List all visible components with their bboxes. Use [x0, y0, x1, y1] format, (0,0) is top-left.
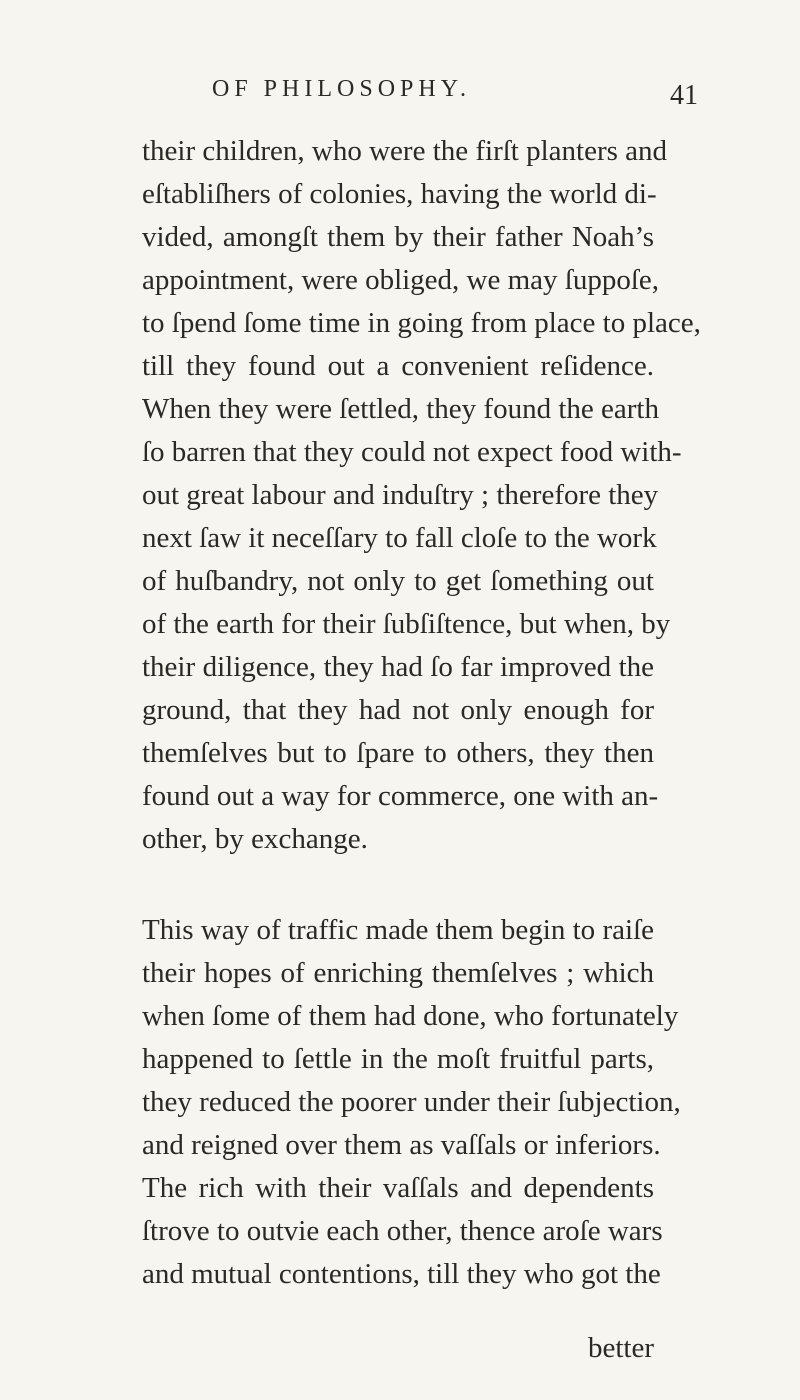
- text-line: their children, who were the firſt planters and: [142, 135, 668, 167]
- text-line: their diligence, they had ſo far improved the: [142, 651, 654, 683]
- text-line: vided, amongſt them by their father Noah’s: [142, 221, 654, 253]
- text-line: eſtabliſhers of colonies, having the world di-: [142, 178, 657, 210]
- text-line: When they were ſettled, they found the earth: [142, 393, 659, 425]
- text-line: found out a way for commerce, one with an-: [142, 780, 659, 812]
- paragraph-gap: [142, 861, 654, 909]
- text-line: ground, that they had not only enough for: [142, 694, 654, 726]
- text-line: their hopes of enriching themſelves ; which: [142, 957, 654, 989]
- text-line: themſelves but to ſpare to others, they then: [142, 737, 654, 769]
- text-line: ſtrove to outvie each other, thence aroſe wars: [142, 1215, 663, 1247]
- running-head: OF PHILOSOPHY.: [212, 76, 471, 102]
- text-line: next ſaw it neceſſary to fall cloſe to the work: [142, 522, 657, 554]
- text-line: happened to ſettle in the moſt fruitful parts,: [142, 1043, 654, 1075]
- text-line: and mutual contentions, till they who got the: [142, 1258, 661, 1290]
- page-number: 41: [670, 80, 698, 111]
- page-header: [0, 76, 800, 124]
- text-line: other, by exchange.: [142, 823, 368, 855]
- text-line: they reduced the poorer under their ſubjection,: [142, 1086, 681, 1118]
- paragraph-1: [142, 130, 701, 861]
- text-line: The rich with their vaſſals and dependents: [142, 1172, 654, 1204]
- text-line: appointment, were obliged, we may ſuppoſe,: [142, 264, 660, 296]
- text-line: of the earth for their ſubſiſtence, but when, by: [142, 608, 671, 640]
- paragraph-2: [142, 909, 681, 1296]
- text-line: till they found out a convenient reſidence.: [142, 350, 654, 382]
- body-text: [142, 130, 701, 1296]
- text-line: ſo barren that they could not expect food with-: [142, 436, 682, 468]
- text-line: of huſbandry, not only to get ſomething out: [142, 565, 654, 597]
- text-line: and reigned over them as vaſſals or inferiors.: [142, 1129, 661, 1161]
- text-line: to ſpend ſome time in going from place to place,: [142, 307, 701, 339]
- text-line: This way of traffic made them begin to raiſe: [142, 914, 654, 946]
- catchword: better: [587, 1332, 654, 1364]
- text-line: when ſome of them had done, who fortunately: [142, 1000, 679, 1032]
- text-line: out great labour and induſtry ; therefore they: [142, 479, 659, 511]
